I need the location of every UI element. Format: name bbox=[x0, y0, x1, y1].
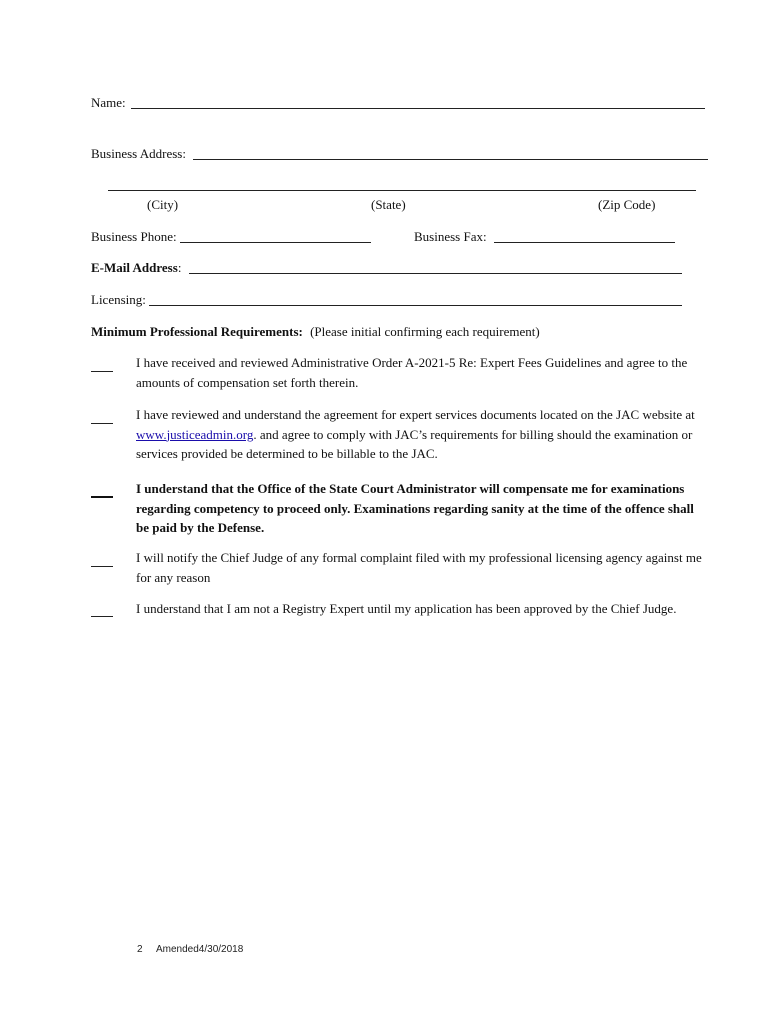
business-phone-field[interactable] bbox=[180, 242, 371, 243]
requirement-text-2-before: I have reviewed and understand the agreement for expert services documents located on the JAC website at bbox=[136, 407, 695, 422]
initial-blank-3[interactable] bbox=[91, 496, 113, 498]
business-address-label: Business Address: bbox=[91, 146, 186, 161]
business-phone-label: Business Phone: bbox=[91, 229, 177, 244]
initial-blank-5[interactable] bbox=[91, 616, 113, 617]
email-field[interactable] bbox=[189, 273, 682, 274]
email-label: E-Mail Address bbox=[91, 260, 178, 275]
name-field[interactable] bbox=[131, 108, 705, 109]
business-address-field[interactable] bbox=[193, 159, 708, 160]
state-label: (State) bbox=[371, 197, 406, 212]
page-number: 2 bbox=[137, 944, 143, 955]
business-fax-field[interactable] bbox=[494, 242, 675, 243]
zip-label: (Zip Code) bbox=[598, 197, 656, 212]
requirement-text-4: I will notify the Chief Judge of any formal complaint filed with my professional licensing agency against me for any reason bbox=[136, 550, 702, 585]
requirements-heading-note: (Please initial confirming each requirement) bbox=[310, 324, 540, 339]
licensing-field[interactable] bbox=[149, 305, 682, 306]
initial-blank-1[interactable] bbox=[91, 371, 113, 372]
requirements-heading-title: Minimum Professional Requirements: bbox=[91, 324, 303, 339]
requirement-text-2 bbox=[136, 405, 706, 464]
initial-blank-4[interactable] bbox=[91, 566, 113, 567]
city-label: (City) bbox=[147, 197, 179, 212]
licensing-label: Licensing: bbox=[91, 292, 146, 307]
amended-date: Amended4/30/2018 bbox=[156, 944, 244, 955]
email-label-wrap bbox=[91, 260, 181, 276]
initial-blank-2[interactable] bbox=[91, 423, 113, 424]
city-state-zip-field[interactable] bbox=[108, 190, 696, 191]
business-fax-label: Business Fax: bbox=[414, 229, 487, 244]
name-label: Name: bbox=[91, 95, 126, 110]
requirement-text-3: I understand that the Office of the State Court Administrator will compensate me for examinations regarding competency to proceed only. Examinations regarding sanity at the time of the offence shall be paid by the Defense. bbox=[136, 481, 694, 535]
email-colon: : bbox=[177, 260, 182, 275]
requirement-text-5: I understand that I am not a Registry Expert until my application has been approved by the Chief Judge. bbox=[136, 601, 677, 616]
requirements-heading bbox=[91, 324, 540, 340]
requirement-text-1: I have received and reviewed Administrative Order A-2021-5 Re: Expert Fees Guidelines and agree to the amounts of compensation set forth therein. bbox=[136, 355, 688, 390]
justiceadmin-link[interactable]: www.justiceadmin.org bbox=[136, 426, 254, 442]
requirement-text-2-after: . and agree to comply with JAC’s requirements for billing should the examination or services provided be determined to be billable to the JAC. bbox=[136, 426, 693, 461]
